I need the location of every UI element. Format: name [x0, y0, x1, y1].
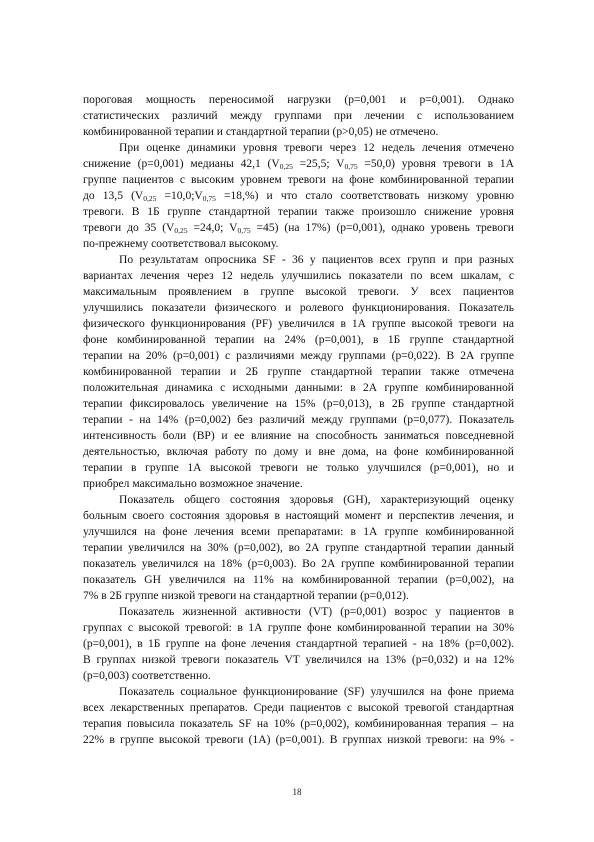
text-line: терапии на 20% (р=0,001) с различиями между группами (р=0,022). В 2А группе	[83, 350, 514, 362]
text-line: статистических различий между группами при лечении с использованием	[83, 110, 514, 122]
text-line: комбинированной терапии и 2Б группе стандартной терапии также отмечена	[83, 366, 514, 378]
text-line: показатель GH увеличился на 11% на комбинированной терапии (р=0,002), на	[83, 574, 514, 586]
paragraph	[83, 252, 514, 492]
text-line: до 13,5 ($V_{0,25}$ $=10,0;V_{0,75} =18,\%$) и что стало соответствовать низкому уровню	[83, 190, 514, 203]
text-line: снижение (р=0,001) медианы 42,1 ($V_{0,25} =25,5$; $V_{0,75} =50,0$) уровня тревоги в 1А	[83, 158, 514, 171]
text-line: Показатель общего состояния здоровья (GH), характеризующий оценку	[119, 494, 514, 506]
text-line: группах с высокой тревогой: в 1А группе фоне комбинированной терапии на 30%	[83, 622, 514, 634]
text-line: Показатель социальное функционирование (SF) улучшился на фоне приема	[119, 686, 514, 698]
text-line: группе пациентов с высоким уровнем тревоги на фоне комбинированной терапии	[83, 174, 514, 186]
text-line: По результатам опросника SF - 36 у пациентов всех групп и при разных	[119, 254, 514, 266]
paragraph	[83, 492, 514, 604]
text-line: максимальным проявлением в группе высокой тревоги. У всех пациентов	[83, 286, 514, 298]
paragraph-container	[83, 92, 514, 748]
subscript: 0,75	[237, 226, 251, 235]
subscript: 0,75	[344, 162, 358, 171]
text-line: В группах низкой тревоги показатель VT увеличился на 13% (р=0,032) и на 12%	[83, 654, 514, 666]
text-line: положительная динамика с исходными данными: в 2А группе комбинированной	[83, 382, 514, 394]
text-line: деятельностью, включая работу по дому и вне дома, на фоне комбинированной	[83, 446, 514, 458]
text-line: улучшились показатели физического и ролевого функционирования. Показатель	[83, 302, 514, 314]
text-line: по-прежнему соответствовал высокому.	[83, 238, 279, 250]
text-line: показатель увеличился на 18% (р=0,003). Во 2А группе комбинированной терапии	[83, 558, 514, 570]
text-line: При оценке динамики уровня тревоги через 12 недель лечения отмечено	[119, 142, 514, 154]
page-number: 18	[292, 787, 302, 797]
text-line: комбинированной терапии и стандартной терапии (р>0,05) не отмечено.	[83, 126, 439, 138]
document-body	[83, 92, 514, 748]
subscript: 0,75	[202, 194, 216, 203]
text-line: фоне комбинированной терапии на 24% (р=0,001), в 1Б группе стандартной	[83, 334, 514, 346]
text-line: 22% в группе высокой тревоги (1А) (р=0,001). В группах низкой тревоги: на 9% -	[83, 734, 514, 746]
subscript: 0,25	[143, 194, 157, 203]
text-line: терапии фиксировалось увеличение на 15% (р=0,013), в 2Б группе стандартной	[83, 398, 514, 410]
text-line: терапии увеличился на 30% (р=0,002), во 2А группе стандартной терапии данный	[83, 542, 514, 554]
text-line: вариантах лечения через 12 недель улучшились показатели по всем шкалам, с	[83, 270, 514, 282]
text-line: (р=0,003) соответственно.	[83, 670, 211, 682]
text-line: улучшился на фоне лечения всеми препаратами: в 1А группе комбинированной	[83, 526, 514, 538]
text-line: терапия повысила показатель SF на 10% (р=0,002), комбинированная терапия – на	[83, 718, 514, 730]
paragraph	[83, 604, 514, 684]
paragraph	[83, 92, 514, 140]
text-line: Показатель жизненной активности (VT) (р=0,001) возрос у пациентов в	[119, 606, 514, 618]
text-line: тревоги. В 1Б группе стандартной терапии также произошло снижение уровня	[83, 206, 514, 218]
subscript: 0,25	[174, 226, 188, 235]
text-line: пороговая мощность переносимой нагрузки (р=0,001 и р=0,001). Однако	[83, 94, 514, 106]
text-line: тревоги до 35 ($V_{0,25} =24,0$; $V_{0,75} =45$) (на 17%) (р=0,001), однако уровень тревоги	[83, 222, 514, 235]
paragraph	[83, 140, 514, 252]
paragraph	[83, 684, 514, 748]
text-line: физического функционирования (PF) увеличился в 1А группе высокой тревоги на	[83, 318, 514, 330]
subscript: 0,25	[279, 162, 293, 171]
text-line: терапии в группе 1А высокой тревоги не только улучшился (р=0,001), но и	[83, 462, 514, 474]
text-line: (р=0,001), в 1Б группе на фоне лечения стандартной терапией - на 18% (р=0,002).	[83, 638, 514, 650]
text-line: всех лекарственных препаратов. Среди пациентов с высокой тревогой стандартная	[83, 702, 514, 714]
text-line: 7% в 2Б группе низкой тревоги на стандартной терапии (р=0,012).	[83, 590, 409, 602]
text-line: приобрел максимально возможное значение.	[83, 478, 303, 490]
text-line: интенсивность боли (BP) и ее влияние на способность заниматься повседневной	[83, 430, 514, 442]
text-line: терапии - на 14% (р=0,002) без различий между группами (р=0,077). Показатель	[83, 414, 514, 426]
text-line: больным своего состояния здоровья в настоящий момент и перспектив лечения, и	[83, 510, 514, 522]
